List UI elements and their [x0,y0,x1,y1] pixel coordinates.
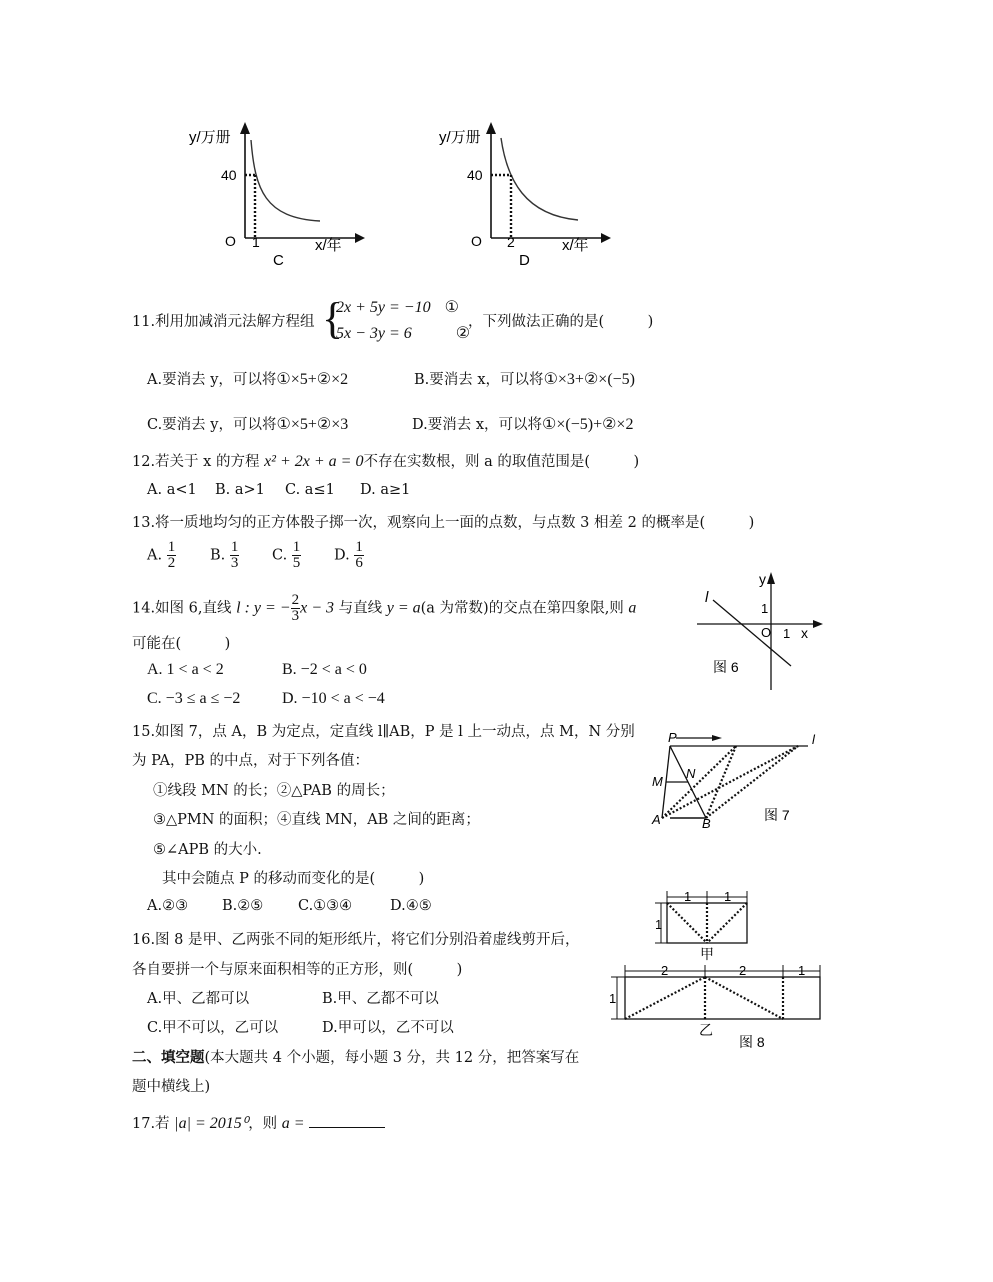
fig8-yi: 乙 [699,1022,713,1038]
q11-eq1-text: 2x + 5y = −10 [336,299,431,316]
q12-stem [132,450,639,471]
q11-d-text: D.要消去 x，可以将 [412,417,543,433]
q11-eq2 [336,323,470,343]
fig6-l: l [705,589,709,606]
q13-b-den: 3 [230,555,239,571]
fig6-caption: 图 6 [713,659,739,675]
q11-option-d [412,413,633,434]
q11-d-math: ①×(−5)+②×2 [542,416,634,433]
q13-b-num: 1 [230,539,239,555]
q14-line-name: l : y = − [236,599,291,617]
q12-stem-prefix: 12.若关于 x 的方程 [132,454,260,470]
graph-c-xlabel: x/年 [315,237,342,254]
q17 [132,1112,385,1133]
graph-d-option: D [519,252,530,269]
graph-d-origin: O [471,233,482,249]
q13-option-b [210,540,239,571]
figure-7 [648,728,828,833]
fig7-p: P [668,730,677,745]
q16-option-d: D.甲可以，乙不可以 [322,1020,454,1036]
q11-stem-suffix: ，下列做法正确的是( ) [468,314,654,330]
q15-line6: 其中会随点 P 的移动而变化的是( ) [162,871,425,887]
q13-b-frac [230,540,240,571]
q14-option-b: B. −2 < a < 0 [282,661,367,678]
graph-d [435,120,615,270]
q17-prefix: 17.若 [132,1116,170,1132]
q15-option-a: A.②③ [147,898,189,914]
q11-c-text: C.要消去 y，可以将 [147,417,277,433]
q12-option-d: D. a≥1 [360,482,411,498]
q13-stem: 13.将一质地均匀的正方体骰子掷一次，观察向上一面的点数，与点数 3 相差 2 的概率是( ) [132,515,755,531]
q13-a-frac [167,540,177,571]
fig7-caption: 图 7 [764,807,790,823]
q11-a-text: A.要消去 y，可以将 [147,372,277,388]
q12-stem-suffix: 不存在实数根，则 a 的取值范围是( ) [363,454,640,470]
q16-option-b: B.甲、乙都不可以 [322,991,439,1007]
fig7-a: A [652,812,661,827]
fig8-jia-side-1: 1 [655,917,663,932]
q13-option-a [147,540,176,571]
q14-line2-text: 可能在( ) [132,636,231,652]
q14-mid: 与直线 [338,600,383,617]
q15-line4: ③△PMN 的面积；④直线 MN，AB 之间的距离； [153,812,480,828]
fig8-jia-top-1b: 1 [724,889,732,904]
graph-d-xtick: 2 [507,234,515,250]
q13-d-num: 1 [355,539,363,555]
graph-c-xtick: 1 [252,234,260,250]
q15-option-b: B.②⑤ [222,898,264,914]
q17-answer-blank[interactable] [309,1113,385,1128]
q13-d-den: 6 [355,555,363,571]
q15-line1: 15.如图 7，点 A，B 为定点，定直线 l∥AB，P 是 l 上一动点，点 M，N 分别 [132,724,635,740]
q15-line5: ⑤∠APB 的大小. [153,842,262,858]
graph-c-ylabel: y/万册 [189,129,231,146]
section2-desc2: 题中横线上) [132,1079,211,1095]
q11-eq1-mark: ① [444,299,459,316]
q13-c-frac [292,540,302,571]
q15-option-c: C.①③④ [298,898,353,914]
q17-var: a = [281,1115,305,1132]
q13-c-label: C. [272,547,288,564]
fig6-one-x: 1 [783,626,791,641]
graph-d-ylabel: y/万册 [439,129,481,146]
q16-option-c: C.甲不可以，乙可以 [147,1020,279,1036]
q14-stem-suffix: 的交点在第四象限,则 [488,600,624,617]
q16-line2: 各自要拼一个与原来面积相等的正方形，则( ) [132,962,463,978]
fig6-y: y [759,571,766,587]
section2-desc: (本大题共 4 个小题，每小题 3 分，共 12 分，把答案写在 [204,1050,580,1066]
fig8-jia-top-1a: 1 [684,889,692,904]
q14-frac [291,593,301,624]
q15-line3: ①线段 MN 的长；②△PAB 的周长； [153,783,395,799]
q15-option-d: D.④⑤ [390,898,432,914]
fig6-one-y: 1 [761,601,769,616]
q14-stem-prefix: 14.如图 6,直线 [132,600,232,617]
q11-brace: { [322,294,344,343]
q11-c-math: ①×5+②×3 [276,416,349,433]
q11-eq1 [336,297,459,317]
q11-b-text: B.要消去 x，可以将 [414,372,544,388]
q17-mid: ，则 [248,1116,278,1132]
q14-option-d: D. −10 < a < −4 [282,690,385,707]
figure-8 [605,885,830,1055]
fig8-yi-top-2b: 2 [739,963,747,978]
q14-paren: (a 为常数) [420,600,489,617]
graph-d-ytick: 40 [467,167,483,183]
q11-b-math: ①×3+②×(−5) [543,371,635,388]
q13-a-den: 2 [167,555,176,571]
q11-option-b [414,368,635,389]
q11-a-math: ①×5+②×2 [276,371,349,388]
q13-c-den: 5 [292,555,301,571]
q13-c-num: 1 [292,539,301,555]
q11-option-c [147,413,348,434]
q14-line2: y = a [386,599,421,617]
fig7-b: B [702,816,711,831]
q13-b-label: B. [210,547,226,564]
graph-d-xlabel: x/年 [562,237,589,254]
q13-d-label: D. [334,547,350,564]
fig6-origin: O [761,625,772,640]
section2-title: 二、填空题 [132,1049,205,1066]
fig8-yi-top-1: 1 [798,963,806,978]
fig8-yi-top-2a: 2 [661,963,669,978]
q13-a-num: 1 [167,539,176,555]
fig7-m: M [652,774,663,789]
q13-a-label: A. [147,547,163,564]
q12-equation: x² + 2x + a = 0 [264,453,364,470]
q17-math: |a| = 2015⁰ [174,1115,249,1132]
q11-eq2-mark: ② [455,325,471,342]
q13-option-c [272,540,301,571]
fig6-x: x [801,625,808,641]
q15-line2: 为 PA，PB 的中点，对于下列各值： [132,753,370,769]
q16-option-a: A.甲、乙都可以 [147,991,250,1007]
graph-c-option: C [273,252,284,269]
figure-6 [695,570,825,695]
fig8-jia: 甲 [700,946,714,962]
q14-option-c: C. −3 ≤ a ≤ −2 [147,690,241,707]
q11-eq2-text: 5x − 3y = 6 [336,325,412,342]
graph-c [185,120,365,270]
q12-option-a: A. a<1 [147,482,197,498]
q14-option-a: A. 1 < a < 2 [147,661,224,678]
q16-line1: 16.图 8 是甲、乙两张不同的矩形纸片，将它们分别沿着虚线剪开后， [132,932,580,948]
graph-c-origin: O [225,233,236,249]
fig8-yi-side-1: 1 [609,991,617,1006]
q14-frac-num: 2 [291,592,300,608]
q12-option-b: B. a>1 [215,482,265,498]
graph-c-ytick: 40 [221,167,237,183]
q14-line-rest: x − 3 [300,599,334,617]
fig7-n: N [686,766,696,781]
q11-stem-prefix: 11.利用加减消元法解方程组 [132,314,315,330]
q13-option-d [334,540,364,571]
section2-heading [132,1046,579,1067]
q14-frac-den: 3 [291,608,300,624]
fig7-l: l [812,732,815,747]
q11-option-a [147,368,348,389]
q14-stem [132,593,636,624]
q13-d-frac [354,540,364,571]
fig8-caption: 图 8 [739,1034,765,1050]
q12-option-c: C. a≤1 [285,482,335,498]
q14-var: a [628,599,637,617]
